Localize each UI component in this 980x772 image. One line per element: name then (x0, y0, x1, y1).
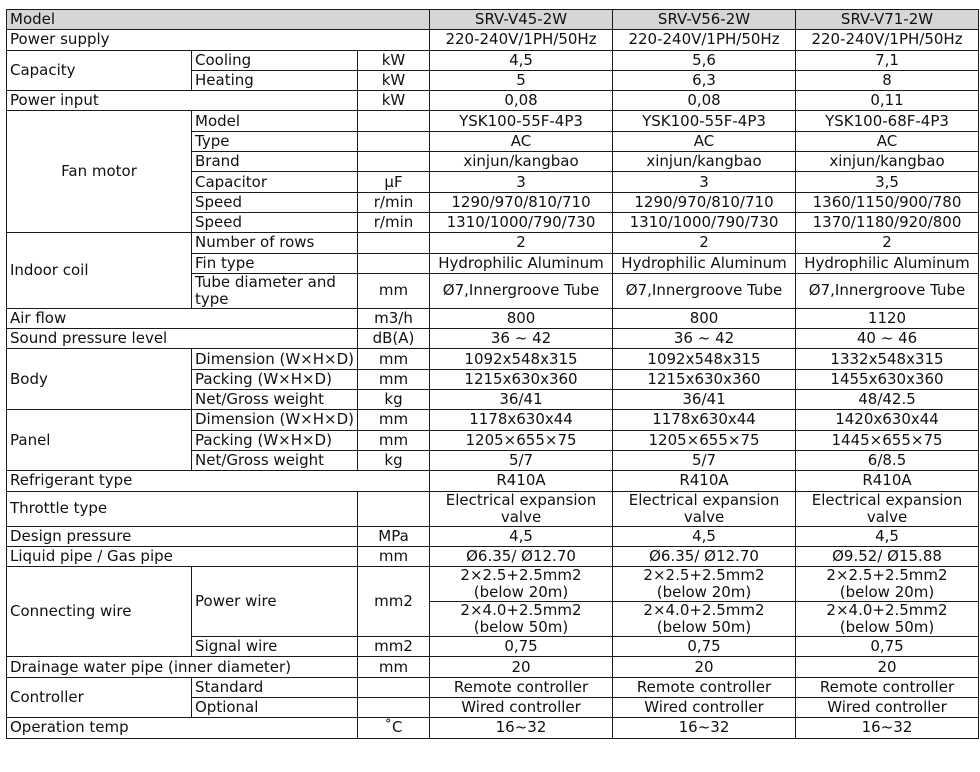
value-cell: R410A (796, 471, 979, 491)
value-cell: 6,3 (613, 70, 796, 90)
value-cell: Wired controller (796, 698, 979, 718)
value-cell: Ø7,Innergroove Tube (613, 273, 796, 308)
value-cell: 1370/1180/920/800 (796, 212, 979, 232)
value-cell: 8 (796, 70, 979, 90)
row-label: Brand (192, 152, 358, 172)
value-cell: 0,08 (613, 91, 796, 111)
value-cell: 1455x630x360 (796, 369, 979, 389)
value-cell: 36/41 (430, 390, 613, 410)
value-cell: 0,08 (430, 91, 613, 111)
table-row (7, 349, 979, 369)
value-cell: 3 (430, 172, 613, 192)
value-cell: 1332x548x315 (796, 349, 979, 369)
value-cell: xinjun/kangbao (430, 152, 613, 172)
row-label: Liquid pipe / Gas pipe (7, 546, 358, 566)
value-cell: 2 (796, 233, 979, 253)
value-cell: 5,6 (613, 50, 796, 70)
unit-cell: kW (358, 91, 430, 111)
value-cell: 2 (613, 233, 796, 253)
row-label: Type (192, 131, 358, 151)
value-cell: AC (430, 131, 613, 151)
unit-cell: mm (358, 410, 430, 430)
group-label: Body (7, 349, 192, 410)
value-cell: 220-240V/1PH/50Hz (796, 30, 979, 50)
value-cell: R410A (430, 471, 613, 491)
row-label: Speed (192, 192, 358, 212)
value-cell: xinjun/kangbao (613, 152, 796, 172)
value-cell: Electrical expansion valve (796, 491, 979, 526)
value-cell: Ø7,Innergroove Tube (796, 273, 979, 308)
table-row (7, 718, 979, 738)
value-cell: 220-240V/1PH/50Hz (430, 30, 613, 50)
value-cell: 48/42.5 (796, 390, 979, 410)
value-cell: Hydrophilic Aluminum (430, 253, 613, 273)
row-label: Number of rows (192, 233, 358, 253)
table-row (7, 329, 979, 349)
value-cell: 0,75 (430, 637, 613, 657)
value-cell: 5 (430, 70, 613, 90)
row-label: Operation temp (7, 718, 358, 738)
value-cell: 1205×655×75 (613, 430, 796, 450)
table-row (7, 91, 979, 111)
value-cell: 20 (613, 657, 796, 677)
unit-cell: kW (358, 70, 430, 90)
unit-cell: mm (358, 349, 430, 369)
value-cell: Remote controller (613, 677, 796, 697)
value-cell: Electrical expansion valve (613, 491, 796, 526)
unit-cell: μF (358, 172, 430, 192)
group-label: Connecting wire (7, 567, 192, 657)
row-label: Sound pressure level (7, 329, 358, 349)
value-cell: 1178x630x44 (430, 410, 613, 430)
value-cell: YSK100-68F-4P3 (796, 111, 979, 131)
value-cell: 1178x630x44 (613, 410, 796, 430)
row-label: Drainage water pipe (inner diameter) (7, 657, 358, 677)
table-row (7, 491, 979, 526)
value-cell: 2 (430, 233, 613, 253)
value-cell: Electrical expansion valve (430, 491, 613, 526)
value-cell: 3,5 (796, 172, 979, 192)
model-name: SRV-V45-2W (430, 10, 613, 30)
group-label: Panel (7, 410, 192, 471)
table-row (7, 50, 979, 70)
value-cell: 2×4.0+2.5mm2 (below 50m) (796, 602, 979, 637)
value-cell: 1290/970/810/710 (430, 192, 613, 212)
unit-cell: kg (358, 450, 430, 470)
unit-cell: r/min (358, 192, 430, 212)
value-cell: 3 (613, 172, 796, 192)
row-label: Design pressure (7, 526, 358, 546)
unit-cell: dB(A) (358, 329, 430, 349)
row-label: Net/Gross weight (192, 450, 358, 470)
value-cell: 36 ~ 42 (613, 329, 796, 349)
value-cell: 1420x630x44 (796, 410, 979, 430)
value-cell: 4,5 (796, 526, 979, 546)
unit-cell: kg (358, 390, 430, 410)
value-cell: 5/7 (430, 450, 613, 470)
value-cell: 1310/1000/790/730 (430, 212, 613, 232)
value-cell: Ø9.52/ Ø15.88 (796, 546, 979, 566)
value-cell: 2×2.5+2.5mm2 (below 20m) (613, 567, 796, 602)
row-label: Net/Gross weight (192, 390, 358, 410)
unit-cell (358, 233, 430, 253)
row-label: Signal wire (192, 637, 358, 657)
value-cell: xinjun/kangbao (796, 152, 979, 172)
value-cell: 1215x630x360 (430, 369, 613, 389)
value-cell: 2×4.0+2.5mm2 (below 50m) (430, 602, 613, 637)
value-cell: 1310/1000/790/730 (613, 212, 796, 232)
value-cell: 800 (430, 308, 613, 328)
unit-cell: MPa (358, 526, 430, 546)
unit-cell (358, 131, 430, 151)
row-label: Optional (192, 698, 358, 718)
value-cell: 20 (796, 657, 979, 677)
value-cell: 16~32 (430, 718, 613, 738)
value-cell: 800 (613, 308, 796, 328)
value-cell: 2×4.0+2.5mm2 (below 50m) (613, 602, 796, 637)
row-label: Dimension (W×H×D) (192, 410, 358, 430)
value-cell: 2×2.5+2.5mm2 (below 20m) (430, 567, 613, 602)
table-row (7, 677, 979, 697)
row-label: Model (192, 111, 358, 131)
value-cell: Remote controller (796, 677, 979, 697)
model-name: SRV-V56-2W (613, 10, 796, 30)
value-cell: 6/8.5 (796, 450, 979, 470)
table-row (7, 233, 979, 253)
table-row (7, 567, 979, 602)
unit-cell (358, 111, 430, 131)
unit-cell: r/min (358, 212, 430, 232)
row-label: Power wire (192, 567, 358, 637)
row-label: Air flow (7, 308, 358, 328)
value-cell: 1290/970/810/710 (613, 192, 796, 212)
value-cell: R410A (613, 471, 796, 491)
row-label: Tube diameter and type (192, 273, 358, 308)
header-row (7, 10, 979, 30)
value-cell: Hydrophilic Aluminum (796, 253, 979, 273)
table-row (7, 526, 979, 546)
value-cell: 4,5 (430, 526, 613, 546)
row-label: Fin type (192, 253, 358, 273)
row-label: Power supply (7, 30, 430, 50)
value-cell: 16~32 (613, 718, 796, 738)
unit-cell: mm (358, 369, 430, 389)
spec-table (6, 9, 979, 739)
value-cell: 1445×655×75 (796, 430, 979, 450)
row-label: Throttle type (7, 491, 358, 526)
row-label: Refrigerant type (7, 471, 430, 491)
value-cell: 1205×655×75 (430, 430, 613, 450)
value-cell: Ø6.35/ Ø12.70 (430, 546, 613, 566)
group-label: Fan motor (7, 111, 192, 233)
value-cell: Wired controller (613, 698, 796, 718)
row-label: Packing (W×H×D) (192, 369, 358, 389)
value-cell: 0,11 (796, 91, 979, 111)
value-cell: 36/41 (613, 390, 796, 410)
unit-cell (358, 677, 430, 697)
unit-cell: mm (358, 657, 430, 677)
group-label: Capacity (7, 50, 192, 91)
unit-cell (358, 152, 430, 172)
value-cell: 0,75 (613, 637, 796, 657)
value-cell: YSK100-55F-4P3 (613, 111, 796, 131)
row-label: Standard (192, 677, 358, 697)
table-row (7, 471, 979, 491)
value-cell: 5/7 (613, 450, 796, 470)
row-label: Cooling (192, 50, 358, 70)
value-cell: Wired controller (430, 698, 613, 718)
table-row (7, 30, 979, 50)
table-row (7, 410, 979, 430)
group-label: Controller (7, 677, 192, 718)
value-cell: 1092x548x315 (613, 349, 796, 369)
model-name: SRV-V71-2W (796, 10, 979, 30)
value-cell: AC (613, 131, 796, 151)
unit-cell: mm2 (358, 637, 430, 657)
group-label: Indoor coil (7, 233, 192, 309)
value-cell: Hydrophilic Aluminum (613, 253, 796, 273)
value-cell: 1092x548x315 (430, 349, 613, 369)
value-cell: 220-240V/1PH/50Hz (613, 30, 796, 50)
unit-cell: mm (358, 273, 430, 308)
row-label: Heating (192, 70, 358, 90)
row-label: Power input (7, 91, 358, 111)
unit-cell: mm (358, 430, 430, 450)
value-cell: 2×2.5+2.5mm2 (below 20m) (796, 567, 979, 602)
unit-cell (358, 253, 430, 273)
unit-cell: m3/h (358, 308, 430, 328)
value-cell: 0,75 (796, 637, 979, 657)
value-cell: Remote controller (430, 677, 613, 697)
value-cell: 36 ~ 42 (430, 329, 613, 349)
unit-cell (358, 698, 430, 718)
value-cell: 1360/1150/900/780 (796, 192, 979, 212)
row-label: Speed (192, 212, 358, 232)
value-cell: 4,5 (613, 526, 796, 546)
row-label: Capacitor (192, 172, 358, 192)
unit-cell: mm (358, 546, 430, 566)
table-row (7, 308, 979, 328)
row-label: Packing (W×H×D) (192, 430, 358, 450)
row-label: Dimension (W×H×D) (192, 349, 358, 369)
table-row (7, 546, 979, 566)
table-row (7, 657, 979, 677)
value-cell: 1120 (796, 308, 979, 328)
header-label: Model (7, 10, 430, 30)
value-cell: 20 (430, 657, 613, 677)
table-row (7, 111, 979, 131)
value-cell: 40 ~ 46 (796, 329, 979, 349)
unit-cell (358, 491, 430, 526)
unit-cell: kW (358, 50, 430, 70)
value-cell: Ø6.35/ Ø12.70 (613, 546, 796, 566)
value-cell: 7,1 (796, 50, 979, 70)
value-cell: 16~32 (796, 718, 979, 738)
value-cell: 1215x630x360 (613, 369, 796, 389)
unit-cell: ˚C (358, 718, 430, 738)
value-cell: AC (796, 131, 979, 151)
unit-cell: mm2 (358, 567, 430, 637)
value-cell: Ø7,Innergroove Tube (430, 273, 613, 308)
value-cell: YSK100-55F-4P3 (430, 111, 613, 131)
value-cell: 4,5 (430, 50, 613, 70)
